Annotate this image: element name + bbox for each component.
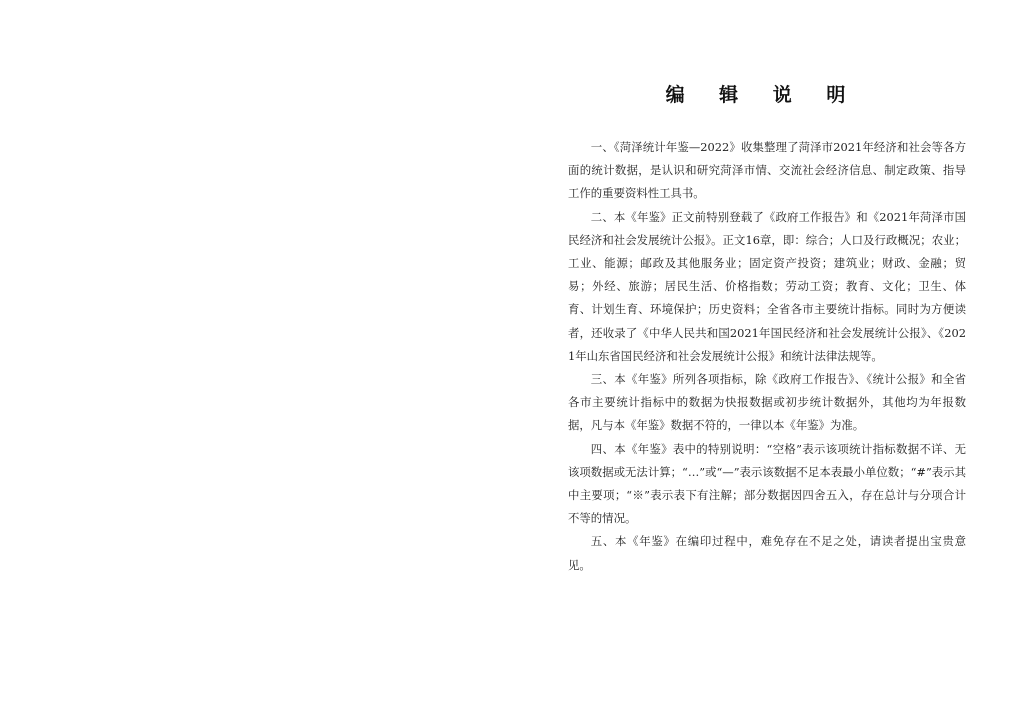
paragraph-5: 五、本《年鉴》在编印过程中，难免存在不足之处，请读者提出宝贵意见。 <box>568 534 966 572</box>
paragraph-3: 三、本《年鉴》所列各项指标，除《政府工作报告》、《统计公报》和全省各市主要统计指标中的数据为快报数据或初步统计数据外，其他均为年报数据，凡与本《年鉴》数据不符的，一律以本《年鉴》为准。 <box>568 372 966 433</box>
document-body <box>568 136 966 577</box>
paragraph-2: 二、本《年鉴》正文前特别登载了《政府工作报告》和《2021年菏泽市国民经济和社会发展统计公报》。正文16章，即：综合；人口及行政概况；农业；工业、能源；邮政及其他服务业；固定资产投资；建筑业；财政、金融；贸易；外经、旅游；居民生活、价格指数；劳动工资；教育、文化；卫生、体育、计划生育、环境保护；历史资料；全省各市主要统计指标。同时为方便读者，还收录了《中华人民共和国2021年国民经济和社会发展统计公报》、《2021年山东省国民经济和社会发展统计公报》和统计法律法规等。 <box>568 209 966 363</box>
paragraph-1: 一、《菏泽统计年鉴—2022》收集整理了菏泽市2021年经济和社会等各方面的统计数据，是认识和研究菏泽市情、交流社会经济信息、制定政策、指导工作的重要资料性工具书。 <box>568 140 966 201</box>
page-title: 编 辑 说 明 <box>665 84 860 106</box>
paragraph-4: 四、本《年鉴》表中的特别说明：“空格”表示该项统计指标数据不详、无该项数据或无法计算；“…”或“—”表示该数据不足本表最小单位数；“#”表示其中主要项；“※”表示表下有注解；部分数据因四舍五入，存在总计与分项合计不等的情况。 <box>568 441 966 526</box>
